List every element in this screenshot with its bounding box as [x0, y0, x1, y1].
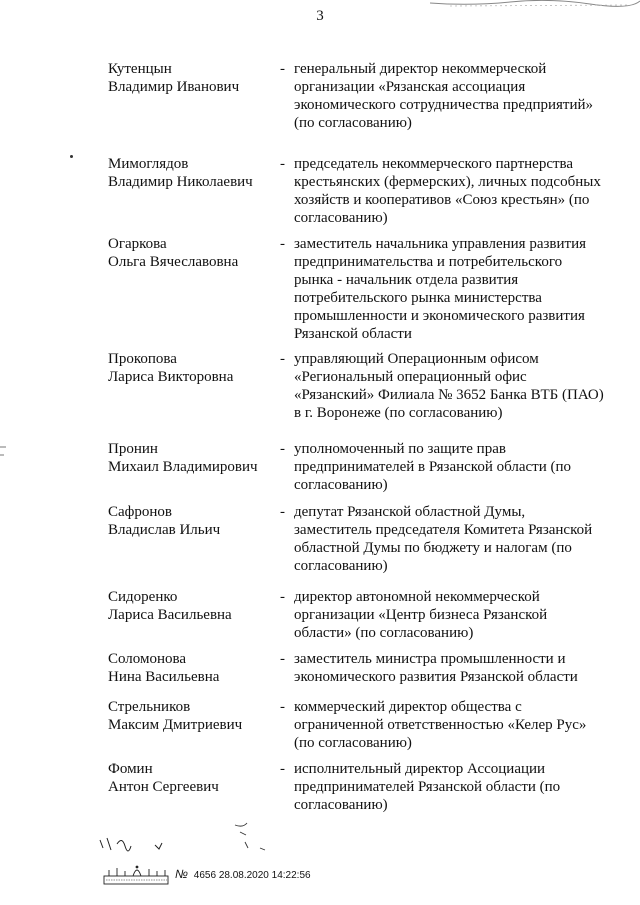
scan-artifact: [430, 0, 640, 8]
member-position: [294, 698, 614, 752]
position-line: экономического развития Рязанской области: [294, 669, 578, 685]
position-line: директор автономной некоммерческой: [294, 589, 540, 605]
member-position: [294, 440, 614, 494]
position-line: депутат Рязанской областной Думы,: [294, 504, 526, 520]
member-given-names: Антон Сергеевич: [108, 779, 219, 795]
stray-mark: [70, 155, 73, 158]
document-number: 4656: [193, 870, 217, 881]
position-line: предпринимательства и потребительского: [294, 254, 563, 270]
member-name: [108, 588, 278, 624]
member-position: [294, 155, 614, 227]
member-position: [294, 650, 614, 686]
member-surname: Прокопова: [108, 351, 177, 367]
position-line: коммерческий директор общества с: [294, 699, 522, 715]
member-position: [294, 503, 614, 575]
position-line: областной Думы по бюджету и налогам (по: [294, 540, 572, 556]
member-surname: Кутенцын: [108, 61, 172, 77]
member-surname: Стрельников: [108, 699, 191, 715]
position-line: промышленности и экономического развития: [294, 308, 585, 324]
position-line: хозяйств и кооперативов «Союз крестьян» (по: [294, 192, 590, 208]
member-surname: Соломонова: [108, 651, 187, 667]
member-position: [294, 350, 614, 422]
member-position: [294, 60, 614, 132]
member-name: [108, 350, 278, 386]
position-line: «Рязанский» Филиала № 3652 Банка ВТБ (ПАО): [294, 387, 604, 403]
separator-dash: -: [280, 61, 285, 77]
member-name: [108, 235, 278, 271]
member-given-names: Лариса Викторовна: [108, 369, 234, 385]
position-line: экономического сотрудничества предприятий»: [294, 97, 594, 113]
separator-dash: -: [280, 236, 285, 252]
member-given-names: Ольга Вячеславовна: [108, 254, 239, 270]
registration-datetime: 28.08.2020 14:22:56: [218, 870, 311, 881]
member-given-names: Максим Дмитриевич: [108, 717, 243, 733]
separator-dash: -: [280, 589, 285, 605]
separator-dash: -: [280, 156, 285, 172]
registration-seal: [103, 862, 171, 886]
member-surname: Фомин: [108, 761, 153, 777]
position-line: согласованию): [294, 477, 388, 493]
member-position: [294, 760, 614, 814]
position-line: уполномоченный по защите прав: [294, 441, 506, 457]
separator-dash: -: [280, 351, 285, 367]
registration-stamp: [175, 867, 311, 881]
member-surname: Сафронов: [108, 504, 172, 520]
member-name: [108, 155, 278, 191]
position-line: (по согласованию): [294, 115, 412, 131]
member-position: [294, 588, 614, 642]
separator-dash: -: [280, 441, 285, 457]
separator-dash: -: [280, 651, 285, 667]
separator-dash: -: [280, 761, 285, 777]
position-line: «Региональный операционный офис: [294, 369, 527, 385]
position-line: согласованию): [294, 797, 388, 813]
member-surname: Сидоренко: [108, 589, 178, 605]
document-footer: [103, 862, 423, 886]
member-surname: Огаркова: [108, 236, 167, 252]
member-surname: Пронин: [108, 441, 158, 457]
member-name: [108, 650, 278, 686]
position-line: организации «Центр бизнеса Рязанской: [294, 607, 548, 623]
page-number: 3: [316, 8, 324, 24]
margin-mark: [0, 445, 8, 465]
position-line: согласованию): [294, 210, 388, 226]
member-name: [108, 760, 278, 796]
separator-dash: -: [280, 699, 285, 715]
position-line: в г. Воронеже (по согласованию): [294, 405, 503, 421]
position-line: исполнительный директор Ассоциации: [294, 761, 546, 777]
separator-dash: -: [280, 504, 285, 520]
member-name: [108, 698, 278, 734]
position-line: управляющий Операционным офисом: [294, 351, 539, 367]
position-line: предпринимателей Рязанской области (по: [294, 779, 561, 795]
position-line: крестьянских (фермерских), личных подсобных: [294, 174, 601, 190]
position-line: заместитель председателя Комитета Рязанской: [294, 522, 593, 538]
position-line: генеральный директор некоммерческой: [294, 61, 547, 77]
position-line: организации «Рязанская ассоциация: [294, 79, 526, 95]
member-given-names: Владимир Николаевич: [108, 174, 253, 190]
member-given-names: Владислав Ильич: [108, 522, 221, 538]
position-line: председатель некоммерческого партнерства: [294, 156, 574, 172]
member-given-names: Михаил Владимирович: [108, 459, 258, 475]
signature: [95, 820, 275, 860]
number-sign: №: [175, 867, 188, 881]
position-line: области» (по согласованию): [294, 625, 474, 641]
position-line: согласованию): [294, 558, 388, 574]
position-line: рынка - начальник отдела развития: [294, 272, 519, 288]
member-name: [108, 60, 278, 96]
position-line: (по согласованию): [294, 735, 412, 751]
member-surname: Мимоглядов: [108, 156, 189, 172]
position-line: заместитель министра промышленности и: [294, 651, 566, 667]
position-line: предпринимателей в Рязанской области (по: [294, 459, 572, 475]
member-name: [108, 503, 278, 539]
member-given-names: Владимир Иванович: [108, 79, 240, 95]
position-line: ограниченной ответственностью «Келер Рус»: [294, 717, 587, 733]
member-name: [108, 440, 278, 476]
member-given-names: Лариса Васильевна: [108, 607, 232, 623]
position-line: Рязанской области: [294, 326, 412, 342]
member-given-names: Нина Васильевна: [108, 669, 220, 685]
position-line: заместитель начальника управления развития: [294, 236, 586, 252]
position-line: потребительского рынка министерства: [294, 290, 542, 306]
member-position: [294, 235, 614, 343]
